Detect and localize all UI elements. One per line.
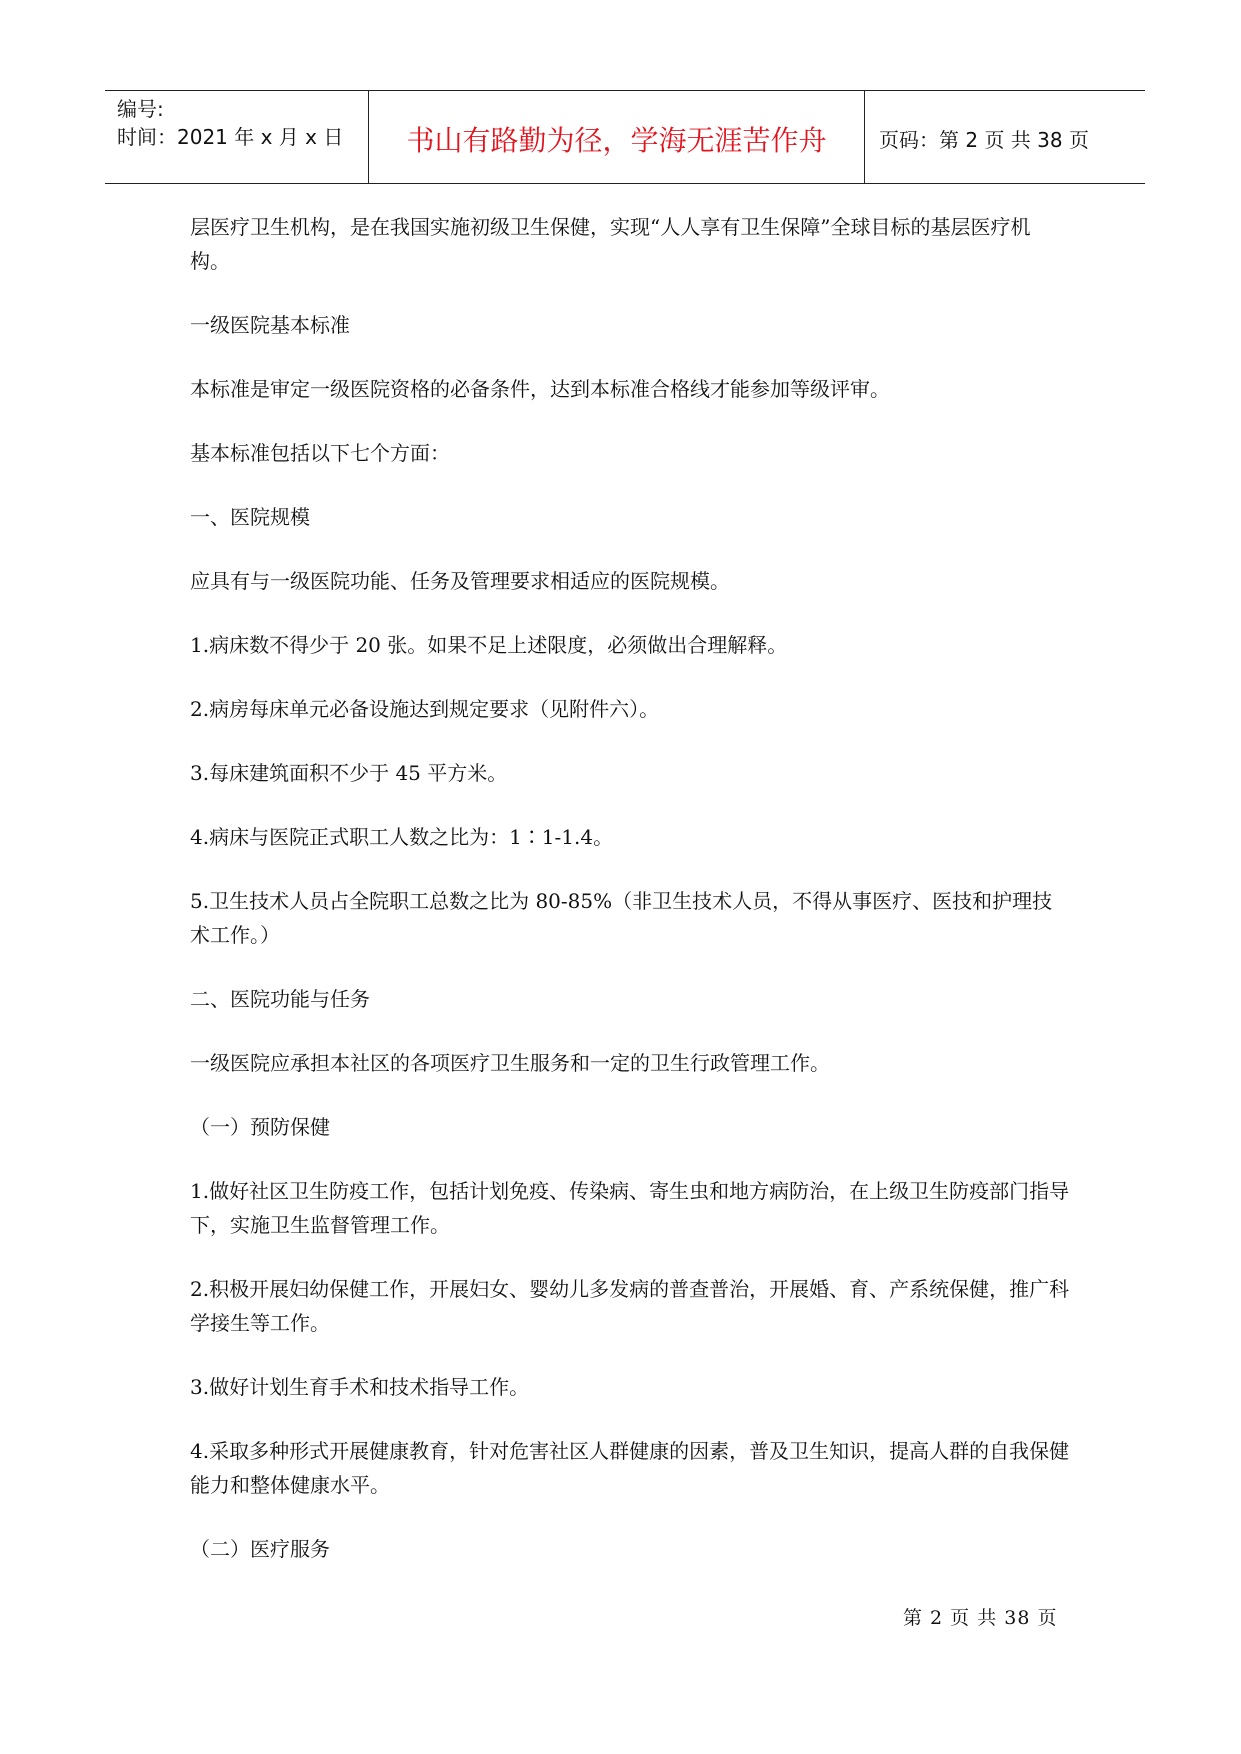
section-heading: 一、医院规模: [190, 505, 310, 529]
header-meta-cell: [105, 91, 369, 183]
paragraph: 本标准是审定一级医院资格的必备条件，达到本标准合格线才能参加等级评审。: [190, 377, 890, 401]
paragraph: 层医疗卫生机构，是在我国实施初级卫生保健，实现“人人享有卫生保障”全球目标的基层医疗机构。: [190, 215, 1031, 273]
list-item: 2.积极开展妇幼保健工作，开展妇女、婴幼儿多发病的普查普治，开展婚、育、产系统保健，推广科学接生等工作。: [190, 1277, 1070, 1335]
serial-number-label: 编号:: [117, 97, 164, 121]
page-footer: 第 2 页 共 38 页: [903, 1607, 1058, 1629]
list-item: 1.病床数不得少于 20 张。如果不足上述限度，必须做出合理解释。: [190, 633, 788, 657]
paragraph: 基本标准包括以下七个方面：: [190, 441, 450, 465]
header-motto-cell: [369, 91, 865, 183]
subsection-heading: （二）医疗服务: [190, 1537, 330, 1561]
list-item: 2.病房每床单元必备设施达到规定要求（见附件六）。: [190, 697, 660, 721]
subsection-heading: （一）预防保健: [190, 1115, 330, 1139]
header-motto: 书山有路勤为径，学海无涯苦作舟: [406, 124, 827, 157]
list-item: 3.做好计划生育手术和技术指导工作。: [190, 1375, 530, 1399]
list-item: 5.卫生技术人员占全院职工总数之比为 80-85%（非卫生技术人员，不得从事医疗、医技和护理技术工作。）: [190, 889, 1053, 947]
header-page-info: 页码：第 2 页 共 38 页: [879, 128, 1089, 152]
list-item: 1.做好社区卫生防疫工作，包括计划免疫、传染病、寄生虫和地方病防治，在上级卫生防疫部门指导下，实施卫生监督管理工作。: [190, 1179, 1070, 1237]
time-label: 时间：2021 年 x 月 x 日: [117, 125, 344, 149]
paragraph: 一级医院应承担本社区的各项医疗卫生服务和一定的卫生行政管理工作。: [190, 1051, 830, 1075]
list-item: 3.每床建筑面积不少于 45 平方米。: [190, 761, 508, 785]
section-heading: 一级医院基本标准: [190, 313, 350, 337]
page-header: [105, 90, 1145, 184]
section-heading: 二、医院功能与任务: [190, 987, 370, 1011]
list-item: 4.采取多种形式开展健康教育，针对危害社区人群健康的因素，普及卫生知识，提高人群的自我保健能力和整体健康水平。: [190, 1439, 1070, 1497]
list-item: 4.病床与医院正式职工人数之比为：1∶1-1.4。: [190, 825, 614, 849]
document-body: [190, 210, 1070, 1596]
paragraph: 应具有与一级医院功能、任务及管理要求相适应的医院规模。: [190, 569, 730, 593]
header-page-cell: [865, 91, 1145, 183]
